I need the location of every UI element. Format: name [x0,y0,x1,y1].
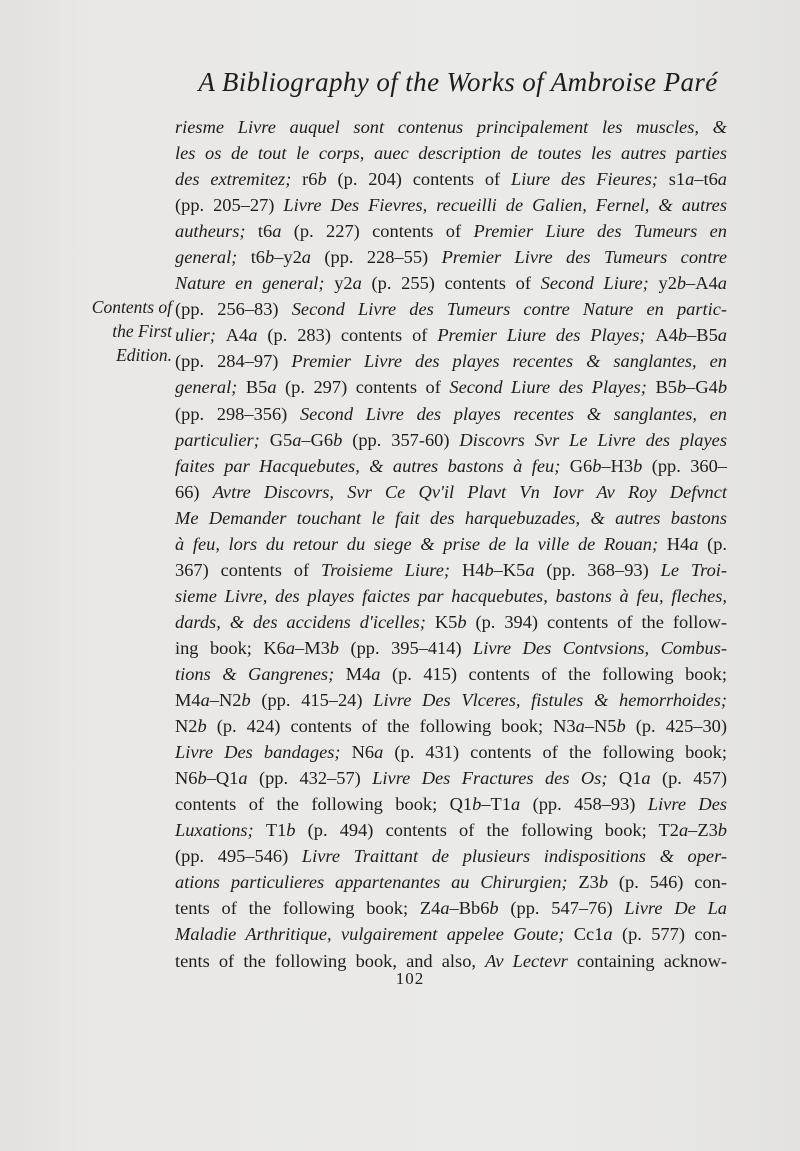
italic-text-run: Me Demander touchant le fait des harquebuzades, & autres bastons [175,507,727,528]
italic-text-run: Livre De La [624,898,727,919]
italic-text-run: dards, & des accidens d'icelles; [175,611,435,632]
roman-text-run: (pp. 205–27) [175,195,284,216]
italic-text-run: a [248,325,258,346]
roman-text-run: (p. 297) contents of [276,377,450,398]
italic-text-run: a [371,663,381,684]
roman-text-run: K5 [434,611,458,632]
text-line [175,583,727,609]
roman-text-run: containing acknow- [567,950,728,971]
italic-text-run: Livre Des [647,794,728,815]
text-line [175,244,727,270]
italic-text-run: Second Livre des Tumeurs contre Nature en partic- [291,299,728,320]
italic-text-run: des extremitez; [175,169,303,190]
italic-text-run: general; [175,247,251,268]
roman-text-run: –Z3 [688,820,718,841]
text-line [175,114,727,140]
text-line [175,296,727,322]
italic-text-run: b [197,716,207,737]
roman-text-run: –H3 [601,455,634,476]
text-line [175,166,727,192]
roman-text-run: T1 [265,820,287,841]
text-line [175,374,727,400]
text-line [175,218,727,244]
roman-text-run: –G6 [301,429,334,450]
italic-text-run: b [241,690,251,711]
italic-text-run: Av Lectevr [485,950,568,971]
italic-text-run: a [267,377,277,398]
roman-text-run: –A4 [686,273,718,294]
roman-text-run: –N2 [209,690,242,711]
text-line [175,635,727,661]
italic-text-run: a [352,273,362,294]
italic-text-run: Troisieme Liure; [321,559,462,580]
italic-text-run: b [676,273,687,294]
italic-text-run: a [717,325,727,346]
italic-text-run: a [678,820,689,841]
italic-text-run: b [677,325,688,346]
text-line [175,791,727,817]
italic-text-run: b [633,455,643,476]
marginal-note [72,295,172,367]
text-line [175,687,727,713]
text-line [175,895,727,921]
roman-text-run: Cc1 [573,924,604,945]
italic-text-run: b [598,872,609,893]
italic-text-run: b [484,559,494,580]
roman-text-run: A4 [655,325,678,346]
text-line [175,505,727,531]
italic-text-run: a [238,768,248,789]
italic-text-run: general; [175,377,246,398]
italic-text-run: Premier Liure des Tumeurs en [473,221,728,242]
italic-text-run: b [489,898,499,919]
text-line [175,427,727,453]
italic-text-run: Le Troi- [660,559,728,580]
roman-text-run: –y2 [274,247,302,268]
roman-text-run: tents of the following book, and also, [175,950,486,971]
roman-text-run: N6 [351,742,375,763]
roman-text-run: –M3 [295,637,330,658]
roman-text-run: t6 [250,247,265,268]
body-text [175,114,727,974]
roman-text-run: N6 [175,768,198,789]
text-line [175,869,727,895]
italic-text-run: particulier; [175,429,270,450]
roman-text-run: (p. 227) contents of [281,221,474,242]
roman-text-run: B5 [245,377,268,398]
roman-text-run: (p. 255) contents of [361,273,541,294]
italic-text-run: Livre Des Contvsions, Combus- [473,637,727,658]
roman-text-run: (pp. 547–76) [498,898,625,919]
italic-text-run: a [641,768,651,789]
roman-text-run: G5 [269,429,293,450]
roman-text-run: –G4 [686,377,718,398]
roman-text-run: M4 [175,690,201,711]
text-line [175,531,727,557]
italic-text-run: autheurs; [175,221,258,242]
italic-text-run: a [510,794,521,815]
text-line [175,948,727,974]
roman-text-run: (pp. 357-60) [342,429,460,450]
roman-text-run: G6 [569,455,593,476]
marginal-note-line: Edition. [116,345,172,365]
italic-text-run: ulier; [175,325,226,346]
roman-text-run: (p. 457) [650,768,727,789]
roman-text-run: (pp. 360– [642,455,727,476]
italic-text-run: ations particulieres appartenantes au Chirurgien; [175,872,579,893]
italic-text-run: b [333,429,343,450]
roman-text-run: (p. 424) contents of the following book; N3 [206,716,576,737]
marginal-note-line: Contents of [91,297,172,317]
roman-text-run: (pp. 432–57) [247,768,373,789]
italic-text-run: a [285,637,296,658]
roman-text-run: –Q1 [206,768,239,789]
roman-text-run: y2 [334,273,353,294]
roman-text-run: (p. 394) contents of the follow- [466,611,727,632]
italic-text-run: Premier Liure des Playes; [437,325,656,346]
italic-text-run: Discovrs Svr Le Livre des playes [459,429,727,450]
roman-text-run: (p. 494) contents of the following book; T2 [295,820,679,841]
text-line [175,557,727,583]
italic-text-run: b [317,169,327,190]
roman-text-run: (p. 283) contents of [257,325,438,346]
italic-text-run: Second Livre des playes recentes & sanglantes, en [299,403,727,424]
italic-text-run: b [286,820,296,841]
italic-text-run: a [575,716,585,737]
roman-text-run: (pp. 228–55) [311,247,442,268]
text-line [175,609,727,635]
text-line [175,817,727,843]
italic-text-run: a [689,533,699,554]
roman-text-run: –Bb6 [449,898,490,919]
roman-text-run: –T1 [481,794,511,815]
italic-text-run: Livre Traittant de plusieurs indispositions & oper- [301,846,727,867]
roman-text-run: r6 [302,169,318,190]
text-line [175,765,727,791]
roman-text-run: (p. 431) contents of the following book; [383,742,727,763]
italic-text-run: Livre Des bandages; [175,742,352,763]
text-line [175,322,727,348]
italic-text-run: sieme Livre, des playes faictes par hacquebutes, bastons à feu, fleches, [175,585,727,606]
roman-text-run: A4 [225,325,249,346]
marginal-note-line: the First [112,321,172,341]
italic-text-run: b [329,637,339,658]
roman-text-run: y2 [658,273,677,294]
roman-text-run: (p. 546) con- [608,872,727,893]
italic-text-run: Maladie Arthritique, vulgairement appelee Goute; [175,924,574,945]
roman-text-run: (pp. 415–24) [250,690,374,711]
roman-text-run: (pp. 368–93) [534,559,661,580]
italic-text-run: les os de tout le corps, auec description de toutes les autres parties [175,143,727,164]
roman-text-run: –N5 [584,716,617,737]
italic-text-run: tions & Gangrenes; [175,663,346,684]
roman-text-run: ing book; K6 [175,637,286,658]
italic-text-run: b [592,455,602,476]
roman-text-run: (p. 204) contents of [326,169,511,190]
text-line [175,270,727,296]
page-number: 102 [395,969,425,988]
roman-text-run: (pp. 458–93) [520,794,648,815]
italic-text-run: a [301,247,311,268]
roman-text-run: s1 [668,169,686,190]
italic-text-run: faites par Hacquebutes, & autres bastons à feu; [175,455,570,476]
roman-text-run: M4 [345,663,372,684]
italic-text-run: a [685,169,695,190]
text-line [175,453,727,479]
italic-text-run: b [197,768,207,789]
italic-text-run: a [374,742,384,763]
roman-text-run: contents of the following book; Q1 [175,794,473,815]
roman-text-run: H4 [666,533,690,554]
italic-text-run: Livre Des Fievres, recueilli de Galien, Fernel, & autres [283,195,727,216]
roman-text-run: (pp. 298–356) [175,403,300,424]
italic-text-run: b [676,377,687,398]
text-line [175,739,727,765]
italic-text-run: b [472,794,482,815]
italic-text-run: riesme Livre auquel sont contenus principalement les muscles, & [175,117,727,137]
italic-text-run: a [272,221,282,242]
roman-text-run: 66) [175,481,213,502]
italic-text-run: a [292,429,302,450]
roman-text-run: (p. 577) con- [612,924,727,945]
italic-text-run: Second Liure; [540,273,659,294]
text-line [175,713,727,739]
roman-text-run: (pp. 256–83) [175,299,292,320]
italic-text-run: Nature en general; [175,273,335,294]
roman-text-run: (p. [698,533,728,554]
roman-text-run: –K5 [493,559,526,580]
italic-text-run: Liure des Fieures; [510,169,669,190]
roman-text-run: 367) contents of [175,559,321,580]
italic-text-run: a [717,273,727,294]
text-line [175,921,727,947]
italic-text-run: a [603,924,613,945]
text-line [175,140,727,166]
roman-text-run: t6 [257,221,273,242]
text-line [175,348,727,374]
roman-text-run: tents of the following book; Z4 [175,898,441,919]
italic-text-run: Premier Livre des playes recentes & sanglantes, en [291,351,727,372]
italic-text-run: a [525,559,535,580]
roman-text-run: –t6 [694,169,718,190]
roman-text-run: Z3 [578,872,599,893]
roman-text-run: H4 [461,559,485,580]
italic-text-run: a [440,898,450,919]
italic-text-run: b [265,247,275,268]
roman-text-run: (pp. 395–414) [339,637,474,658]
italic-text-run: b [717,820,727,841]
roman-text-run: –B5 [687,325,718,346]
italic-text-run: Livre Des Fractures des Os; [372,768,619,789]
italic-text-run: Livre Des Vlceres, fistules & hemorrhoides; [373,690,727,711]
roman-text-run: (p. 415) contents of the following book; [380,663,727,684]
roman-text-run: (pp. 495–546) [175,846,302,867]
italic-text-run: Second Liure des Playes; [449,377,656,398]
roman-text-run: (p. 425–30) [625,716,727,737]
italic-text-run: Luxations; [175,820,266,841]
italic-text-run: a [717,169,727,190]
italic-text-run: b [457,611,467,632]
italic-text-run: Avtre Discovrs, Svr Ce Qv'il Plavt Vn Iovr Av Roy Defvnct [212,481,727,502]
italic-text-run: à feu, lors du retour du siege & prise de la ville de Rouan; [175,533,667,554]
roman-text-run: (pp. 284–97) [175,351,292,372]
italic-text-run: a [200,690,210,711]
text-line [175,479,727,505]
text-line [175,401,727,427]
running-head: A Bibliography of the Works of Ambroise Paré [198,67,718,97]
roman-text-run: N2 [175,716,198,737]
italic-text-run: b [717,377,728,398]
text-line [175,843,727,869]
text-line [175,661,727,687]
italic-text-run: b [616,716,626,737]
roman-text-run: B5 [655,377,677,398]
roman-text-run: Q1 [618,768,642,789]
text-line [175,192,727,218]
italic-text-run: Premier Livre des Tumeurs contre [441,247,727,268]
